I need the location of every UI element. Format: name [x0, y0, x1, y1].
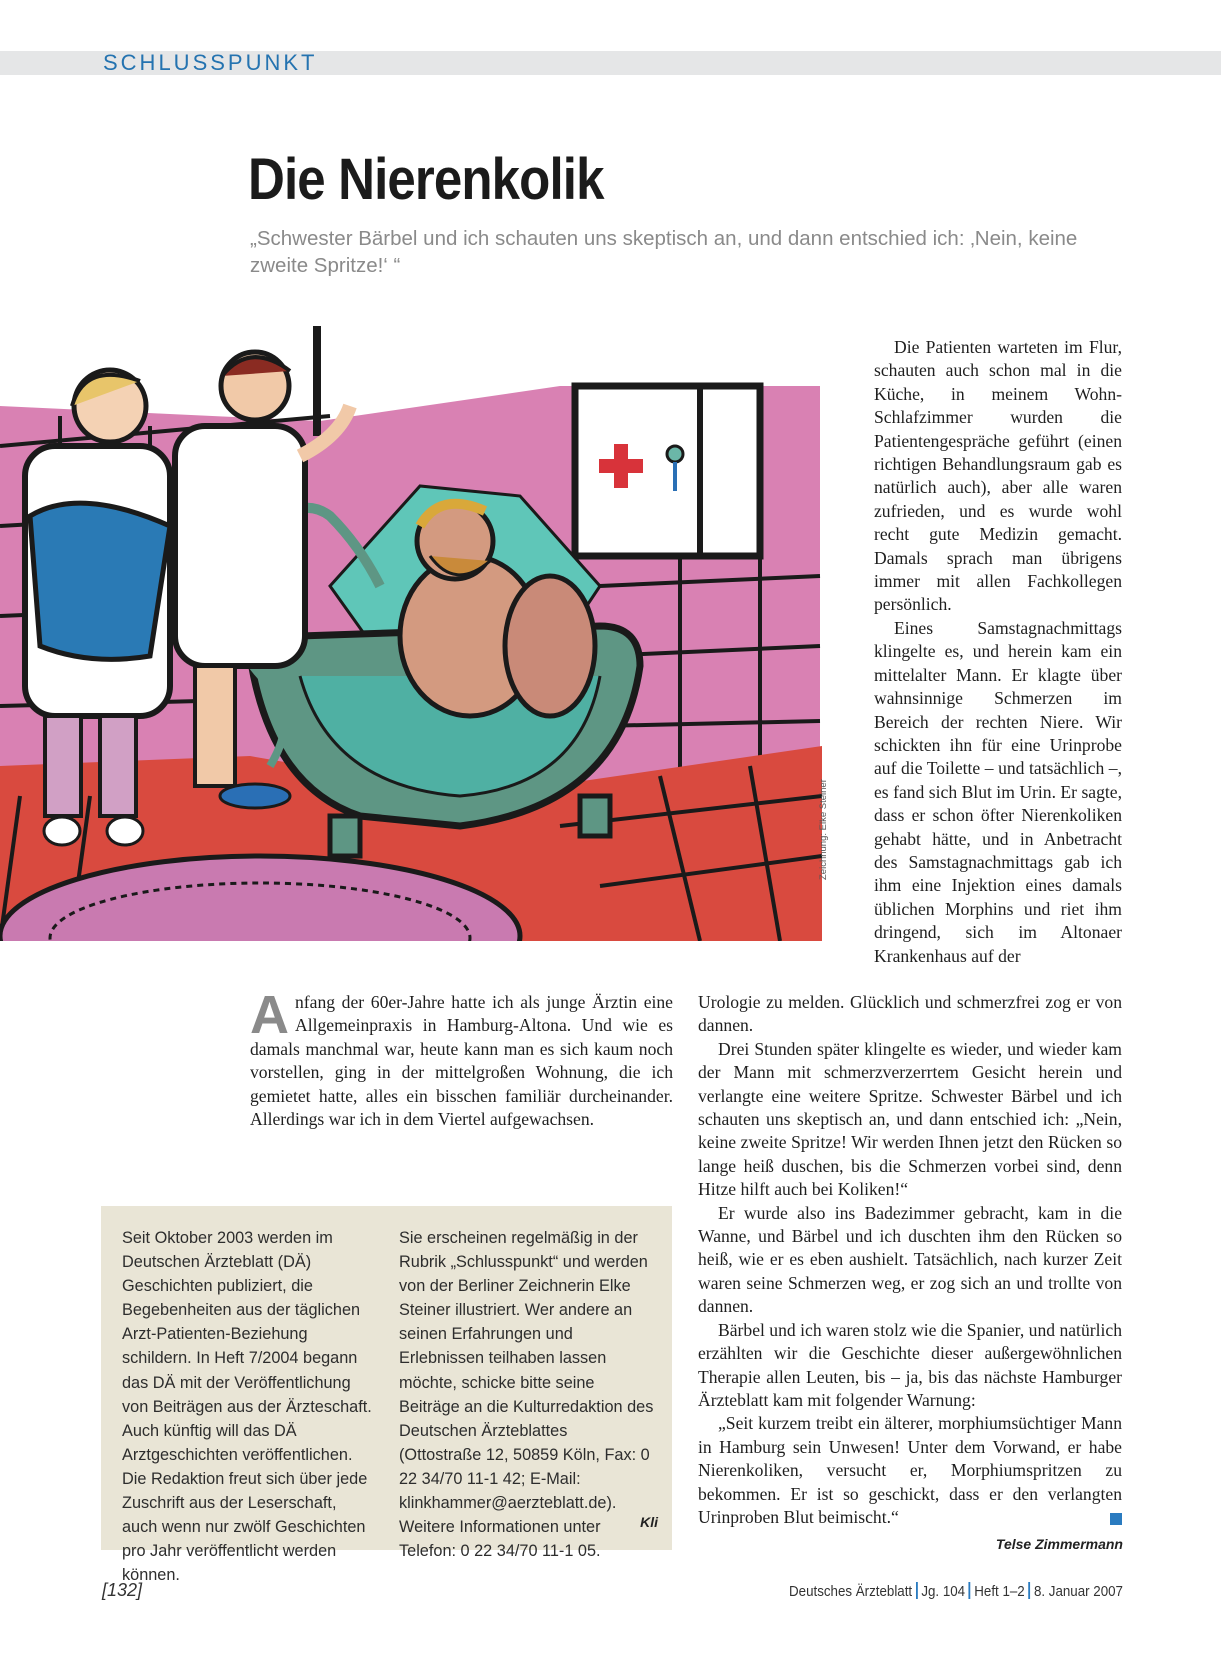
illustration-credit: Zeichnung: Elke Steiner	[818, 779, 829, 880]
article-column-right-bottom	[698, 991, 1122, 1529]
section-label: SCHLUSSPUNKT	[103, 50, 318, 75]
info-box-column-2: Sie erscheinen regelmäßig in der Rubrik „Schlusspunkt“ und werden von der Berliner Zeichnerin Elke Steiner illustriert. Wer andere an seinen Erfahrungen und Erlebnissen teilhaben lassen möchte, schicke bitte seine Beiträge an die Kulturredaktion des Deutschen Ärzteblattes (Ottostraße 12, 50859 Köln, Fax: 0 22 34/70 11-1 42; E-Mail: klinkhammer@aerzteblatt.de). Weitere Informationen unter Telefon: 0 22 34/70 11-1 05.	[399, 1229, 654, 1561]
separator	[916, 1582, 918, 1599]
paragraph-5: Bärbel und ich waren stolz wie die Spanier, und natürlich erzählten wir die Geschichte dieser außergewöhnlichen Therapie allen Leuten, bis – ja, bis das nächste Hamburger Ärzteblatt kam mit folgender Warnung:	[698, 1319, 1122, 1410]
quote-paragraph: „Seit kurzem treibt ein älterer, morphiumsüchtiger Mann in Hamburg sein Unwesen! Unter dem Vorwand, er habe Nierenkoliken, versucht er, Morphiumspritzen zu bekommen. Er ist so geschickt, dass er den verlangten Urinproben Blut beimischt.“	[698, 1413, 1122, 1527]
paragraph-4: Er wurde also ins Badezimmer gebracht, kam in die Wanne, und Bärbel und ich duschten ihm den Rücken so heiß, wie er es eben aushielt. Tatsächlich, nach kurzer Zeit waren seine Schmerzen weg, er zog sich an und trollte von dannen.	[698, 1202, 1122, 1317]
info-box-signature: Kli	[640, 1514, 658, 1530]
article-title: Die Nierenkolik	[248, 147, 604, 212]
issue-date: 8. Januar 2007	[1033, 1584, 1123, 1600]
paragraph-3: Drei Stunden später klingelte es wieder, und wieder kam der Mann mit schmerzverzerrtem Gesicht herein und verlangte eine weitere Spritze. Schwester Bärbel und ich schauten uns skeptisch an, und dann entschied ich: „Nein, keine zweite Spritze! Wir werden Ihnen jetzt den Rücken so lange heiß duschen, bis die Schmerzen vorbei sind, denn Hitze hilft auch bei Koliken!“	[698, 1038, 1122, 1200]
info-box	[101, 1206, 672, 1585]
info-box-column-1: Seit Oktober 2003 werden im Deutschen Ärzteblatt (DÄ) Geschichten publiziert, die Begebenheiten aus der täglichen Arzt-Patienten-Beziehung schildern. In Heft 7/2004 begann das DÄ mit der Veröffentlichung von Beiträgen aus der Ärzteschaft. Auch künftig will das DÄ Arztgeschichten veröffentlichen. Die Redaktion freut sich über jede Zuschrift aus der Leserschaft, auch wenn nur zwölf Geschichten pro Jahr veröffentlicht werden können.	[122, 1229, 372, 1585]
article-subtitle: „Schwester Bärbel und ich schauten uns skeptisch an, und dann entschied ich: ‚Nein, keine zweite Spritze!‘ “	[250, 227, 1078, 277]
paragraph-1: Die Patienten warteten im Flur, schauten auch schon mal in die Küche, in meinem Wohn-Schlafzimmer wurden die Patientengespräche geführt (einen richtigen Behandlungsraum gab es natürlich auch), aber alle waren zufrieden, und es wurde wohl recht gute Medizin gemacht. Damals sprach man übrigens immer mit allen Fachkollegen persönlich.	[874, 337, 1122, 615]
separator	[969, 1582, 971, 1599]
article-column-right-top	[874, 336, 1122, 968]
paragraph-6	[698, 1412, 1122, 1529]
drop-cap: A	[250, 985, 289, 1045]
intro-paragraph: nfang der 60er-Jahre hatte ich als junge Ärztin eine Allgemeinpraxis in Hamburg-Altona. Und wie es damals manchmal war, heute kann man es sich kaum noch vorstellen, ging in der mittelgroßen Wohnung, die ich gemietet hatte, alles ein bisschen familiär durcheinander. Allerdings war ich in dem Viertel aufgewachsen.	[250, 992, 673, 1130]
separator	[1028, 1582, 1030, 1599]
volume: Jg. 104	[921, 1584, 966, 1600]
paragraph-2a: Eines Samstagnachmittags klingelte es, und herein kam ein mittelalter Mann. Er klagte über wahnsinnige Schmerzen im Bereich der rechten Niere. Wir schickten ihn für eine Urinprobe auf die Toilette – und tatsächlich –, es fand sich Blut im Urin. Er sagte, dass er schon öfter Nierenkoliken gehabt hätte, und in Anbetracht des Samstagnachmittags gab ich ihm eine Injektion eines damals üblichen Morphins und riet ihm dringend, sich im Altonaer Krankenhaus auf der	[874, 617, 1122, 966]
article-illustration	[0, 326, 822, 941]
article-column-left	[250, 985, 673, 1131]
journal-name: Deutsches Ärzteblatt	[789, 1584, 913, 1600]
page-number: [132]	[102, 1580, 143, 1600]
issue: Heft 1–2	[974, 1584, 1025, 1600]
end-mark-icon	[1110, 1513, 1122, 1525]
footer-citation	[789, 1582, 1123, 1600]
paragraph-2b: Urologie zu melden. Glücklich und schmerzfrei zog er von dannen.	[698, 992, 1122, 1036]
author-name: Telse Zimmermann	[995, 1536, 1123, 1552]
